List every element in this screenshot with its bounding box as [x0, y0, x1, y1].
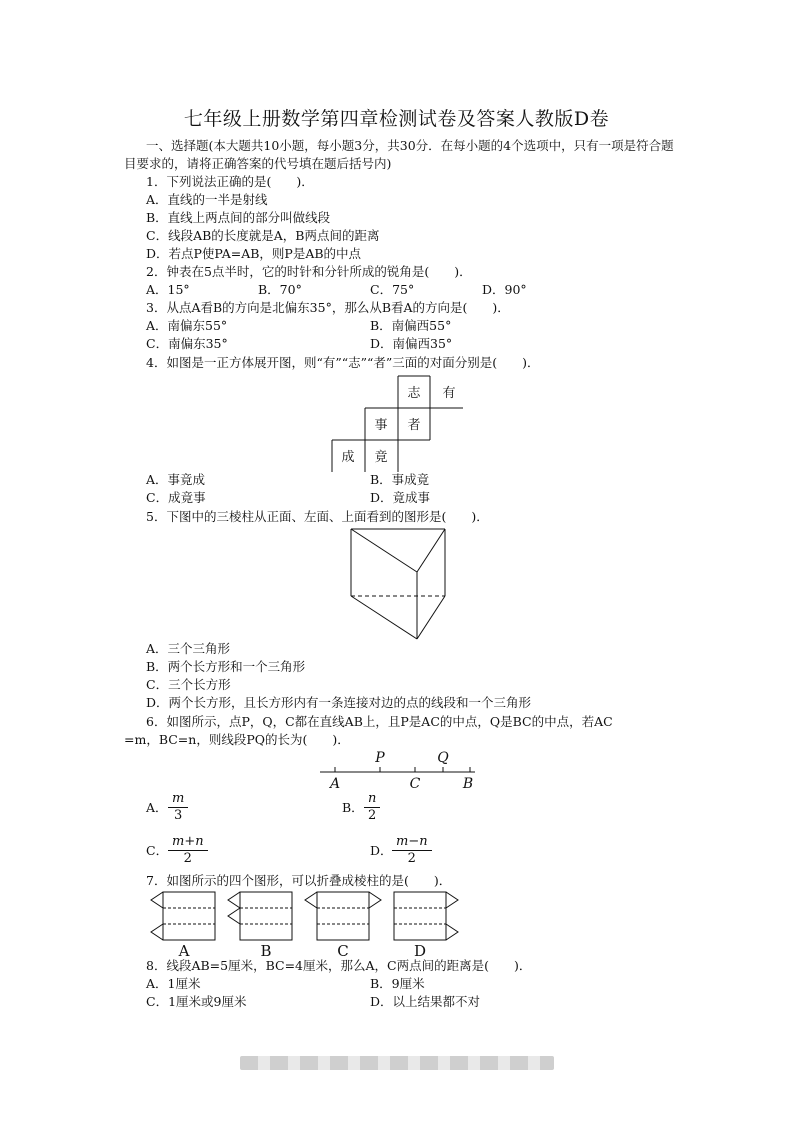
q3-option-a: A．南偏东55° — [146, 318, 228, 333]
fraction-numerator: m+n — [168, 834, 208, 851]
prism-nets-figure — [145, 888, 465, 960]
q6-option-b-fraction — [364, 791, 380, 824]
q4-option-c: C．成竟事 — [146, 490, 206, 505]
point-label-c: C — [409, 776, 421, 792]
point-label-a: A — [329, 776, 341, 792]
segment-figure — [315, 748, 480, 792]
net-label-a: A — [178, 942, 190, 960]
q6-option-d-fraction — [392, 834, 432, 867]
fraction-numerator: m — [168, 791, 188, 808]
q2-option-a: A．15° — [146, 282, 190, 297]
net-cell: 竟 — [374, 450, 388, 465]
q1-option-c: C．线段AB的长度就是A，B两点间的距离 — [146, 228, 380, 243]
fraction-numerator: n — [364, 791, 380, 808]
q6-option-b-label: B． — [342, 800, 364, 815]
q1-option-b: B．直线上两点间的部分叫做线段 — [146, 210, 331, 225]
q8-option-b: B．9厘米 — [370, 976, 425, 991]
q5-option-c: C．三个长方形 — [146, 677, 231, 692]
q2-option-c: C．75° — [370, 282, 415, 297]
net-label-d: D — [413, 942, 427, 960]
section-instructions: 一、选择题(本大题共10小题，每小题3分，共30分．在每小题的4个选项中，只有一项是符合题目要求的，请将正确答案的代号填在题后括号内) — [124, 138, 674, 171]
q5-option-b: B．两个长方形和一个三角形 — [146, 659, 306, 674]
footer-watermark — [240, 1056, 554, 1070]
net-cell: 者 — [407, 418, 421, 433]
q8-option-a: A．1厘米 — [146, 976, 201, 991]
q6-option-c-label: C． — [146, 843, 169, 858]
q6-option-c-fraction — [168, 834, 208, 867]
fraction-denominator: 2 — [183, 851, 192, 866]
q4-stem: 4．如图是一正方体展开图，则“有”“志”“者”三面的对面分别是( )． — [146, 355, 540, 370]
q2-option-b: B．70° — [258, 282, 302, 297]
triangular-prism-figure — [345, 524, 450, 644]
net-cell: 志 — [407, 386, 421, 401]
q6-option-a-label: A． — [146, 800, 168, 815]
q2-stem: 2．钟表在5点半时，它的时针和分针所成的锐角是( )． — [146, 264, 472, 279]
q6-option-a-fraction — [168, 791, 188, 824]
fraction-denominator: 2 — [407, 851, 416, 866]
q5-option-a: A．三个三角形 — [146, 641, 231, 656]
cube-net-figure — [325, 372, 470, 476]
q3-option-d: D．南偏西35° — [370, 336, 453, 351]
point-label-p: P — [375, 750, 385, 766]
point-label-b: B — [462, 776, 474, 792]
point-label-q: Q — [437, 750, 449, 766]
q6-stem-line2: =m，BC=n，则线段PQ的长为( )． — [124, 732, 350, 747]
q3-stem: 3．从点A看B的方向是北偏东35°，那么从B看A的方向是( )． — [146, 300, 510, 315]
q2-option-d: D．90° — [482, 282, 527, 297]
q1-stem: 1．下列说法正确的是( )． — [146, 174, 314, 189]
q3-option-c: C．南偏东35° — [146, 336, 228, 351]
fraction-denominator: 2 — [368, 808, 377, 823]
q8-option-c: C．1厘米或9厘米 — [146, 994, 247, 1009]
q8-stem: 8．线段AB=5厘米，BC=4厘米，那么A，C两点间的距离是( )． — [146, 958, 532, 973]
q5-stem: 5．下图中的三棱柱从正面、左面、上面看到的图形是( )． — [146, 509, 489, 524]
net-cell: 事 — [374, 418, 388, 433]
q4-option-b: B．事成竟 — [370, 472, 430, 487]
q3-option-b: B．南偏西55° — [370, 318, 452, 333]
net-cell: 成 — [341, 450, 355, 465]
net-label-b: B — [260, 942, 272, 960]
net-cell: 有 — [442, 386, 456, 401]
net-label-c: C — [337, 942, 349, 960]
fraction-denominator: 3 — [174, 808, 183, 823]
page-title: 七年级上册数学第四章检测试卷及答案人教版D卷 — [183, 108, 610, 130]
q1-option-a: A．直线的一半是射线 — [146, 192, 268, 207]
q4-option-d: D．竟成事 — [370, 490, 431, 505]
q1-option-d: D．若点P使PA=AB，则P是AB的中点 — [146, 246, 362, 261]
q5-option-d: D．两个长方形，且长方形内有一条连接对边的点的线段和一个三角形 — [146, 695, 532, 710]
q8-option-d: D．以上结果都不对 — [370, 994, 481, 1009]
q6-option-d-label: D． — [370, 843, 393, 858]
q4-option-a: A．事竟成 — [146, 472, 206, 487]
fraction-numerator: m−n — [392, 834, 432, 851]
q6-stem-line1: 6．如图所示，点P，Q，C都在直线AB上，且P是AC的中点，Q是BC的中点，若AC — [146, 714, 613, 729]
q7-stem: 7．如图所示的四个图形，可以折叠成棱柱的是( )． — [146, 873, 452, 888]
